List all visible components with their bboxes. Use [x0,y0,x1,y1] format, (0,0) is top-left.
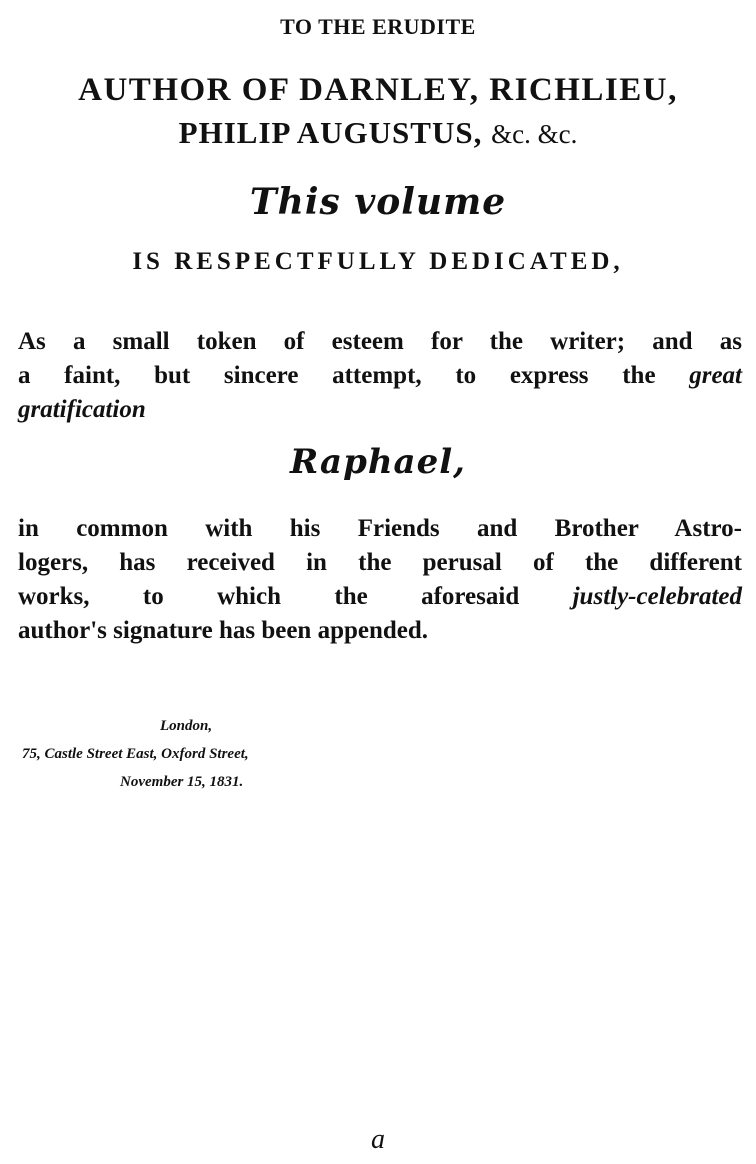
paragraph-1-row-2-text: a faint, but sincere attempt, to express the [18,362,656,389]
address-city: London, [160,718,213,734]
blackletter-heading-raphael: Raphael, [290,442,466,482]
paragraph-2-row-2: logers, has received in the perusal of the different [18,549,742,576]
folio-signature-mark: a [371,1124,385,1155]
paragraph-2-row-3-italic: justly-celebrated [572,583,743,610]
dedication-line-3 [0,113,756,154]
dedication-line-1: TO THE ERUDITE [280,14,476,39]
blackletter-heading-this-volume: This volume [249,181,507,223]
address-street: 75, Castle Street East, Oxford Street, [22,746,249,762]
paragraph-2-row-4: author's signature has been appended. [18,617,429,644]
paragraph-2-row-1: in common with his Friends and Brother Astro- [18,515,742,542]
paragraph-2-row-3 [18,580,742,614]
paragraph-1-row-1: As a small token of esteem for the writer; and as [18,328,742,355]
paragraph-1-row-2-italic: great [689,362,743,389]
paragraph-1-row-3: gratification [18,396,146,423]
address-date: November 15, 1831. [120,774,244,790]
dedication-line-3-main: PHILIP AUGUSTUS, [178,115,483,150]
dedication-line-2: AUTHOR OF DARNLEY, RICHLIEU, [78,72,678,108]
dedication-line-3-etc: &c. &c. [491,119,578,149]
dedication-line-4: IS RESPECTFULLY DEDICATED, [132,248,624,275]
paragraph-2-row-3-text: works, to which the aforesaid [18,583,520,610]
paragraph-1-row-2 [18,359,742,393]
